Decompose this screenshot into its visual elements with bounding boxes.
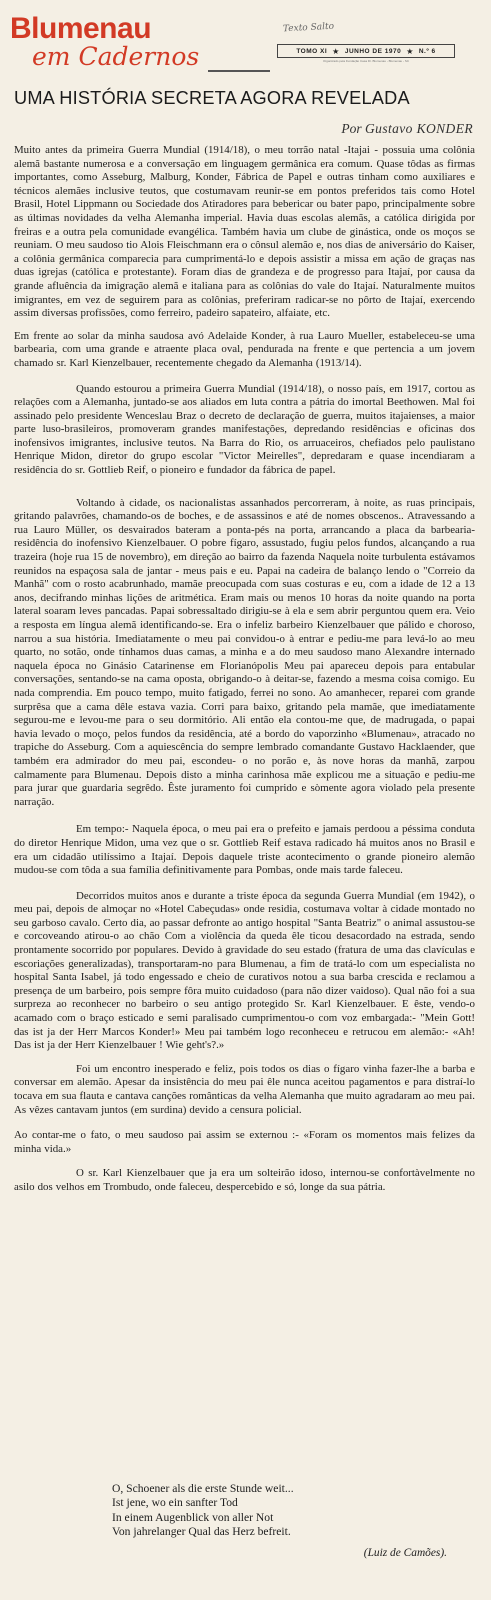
brand-title: Blumenau [10, 12, 152, 45]
poem-line: Von jahrelanger Qual das Herz befreit. [112, 1524, 291, 1538]
paragraph: Muito antes da primeira Guerra Mundial (1914/18), o meu torrão natal -Itajai - possuia uma colônia alemã bastante numerosa e a conversação em linguagem germânica era comum. Quase tôdas as firmas importantes, como Asseburg, Malburg, Konder, Fábrica de Papel e outras tinham como auxiliares e técnicos alemães inclusive teutos, que costumavam reunir-se em pontos preferidos tais como Hotel Brasil, Hotel Lippmann ou Sociedade dos Atiradores para bebericar ou bater papo, principalmente sobre as últimas novidades da velha Alemanha imperial. Havia duas escolas alemãs, a católica dirigida por freiras e a outra pela comunidade evangélica. Também havia um clube de ginástica, onde os moços se reuniam. O meu saudoso tio Alois Fleischmann era o cônsul alemão e, nos dias de aniversário do Kaiser, a colônia germânica comparecia para cumprimentá-lo e depois assistir a missa em ação de graças nas duas igrejas (católica e protestante). Foram dias de grandeza e de progresso para Itajaí, por causa da grande afluência da imigração alemã e italiana para as colônias do vale do Itajaí. Naturalmente muitos imigrantes, em vez de seguirem para as colônias, preferiram radicar-se no pôrto de Itajaí, exercendo assim diversas profissões, como ferreiro, padeiro sapateiro, alfaiate, etc. [14, 144, 475, 320]
article-title: UMA HISTÓRIA SECRETA AGORA REVELADA [14, 88, 410, 108]
byline-prefix: Por [341, 121, 362, 136]
poem-attribution: (Luiz de Camões). [363, 1547, 447, 1559]
masthead [0, 0, 491, 80]
paragraph: Voltando à cidade, os nacionalistas assanhados percorreram, à noite, as ruas principais, gritando palavrões, chamando-os de boches, e de assassinos e até de nomes obscenos.. Atravessando a rua Lauro Müller, os desvairados bateram a ponta-pés na porta, arrancando a placa da barbearia-residência do inofensivo Kienzelbauer. O pobre fígaro, assustado, fugiu pelos fundos, alcançando a rua trazeira (hoje rua 15 de novembro), em direção ao bairro da fazenda Naquela noite turbulenta estávamos reunidos na espaçosa sala de jantar - meus pais e eu. Papai na cadeira de balanço lendo o "Correio da Manhã" com o rosto acabrunhado, mamãe preocupada com suas costuras e eu, com a idade de 12 a 13 anos, decifrando minhas lições de aritmética. Eram mais ou menos 10 horas da noite quando na porta lateral soaram leves pancadas. Papai sobressaltado dirigiu-se à ela e sem abrir perguntou quem era. Veio a resposta em língua alemã identificando-se. Era o infeliz barbeiro Kienzelbauer que pálido e choroso, narrou a sua história. Imediatamente o meu pai convidou-o à entrar e pediu-me para levá-lo ao meu quarto, no sotão, onde tínhamos duas camas, a minha e a do meu saudoso mano Alexandre internado naquela época no Ginásio Catarinense em Florianópolis Meu pai apareceu depois para entabular conversações, sentando-se na cama oposta, obrigando-o à deitar-se, fazendo a mesma coisa comigo. Eu nada comprendia. Em pouco tempo, muito fatigado, ferrei no sono. Ao amanhecer, reparei com grande surprêsa que a cama dêle estava vazia. Corri para baixo, gritando pela mamãe, que imediatamente segurou-me e levou-me para o seu dormitório. Ali então ela contou-me que, de madrugada, o papai havia levado o moço, pelos fundos da residência, até a bordo do vaporzinho «Blumenau», atracado no trapiche do Asseburg. Com a aquiescência do sempre lembrado comandante Gustavo Hacklaender, que também era admirador do meu pai, escondeu- o no porão e, às nove horas da manhã, zarpou calmamente para Blumenau. Depois disto a minha carinhosa mãe explicou me a situação e pediu-me para jurar que guardaria segrêdo. Êste juramento foi cumprido e sòmente agora violado pela presente narração. [14, 496, 475, 808]
byline [341, 121, 473, 137]
poem [112, 1482, 294, 1539]
poem-line: Ist jene, wo ein sanfter Tod [112, 1496, 238, 1510]
issue-number: N.º 6 [418, 47, 436, 55]
paragraph: Ao contar-me o fato, o meu saudoso pai assim se externou :- «Foram os momentos mais felizes da minha vida.» [14, 1129, 475, 1155]
star-icon: ★ [332, 46, 340, 56]
article-body [14, 144, 475, 1195]
poem-line: O, Schoener als die erste Stunde weit... [112, 1482, 294, 1495]
issue-subtitle: Organizado pela Fundação Casa Dr. Blumenau - Blumenau - SC [322, 59, 410, 63]
paragraph: Quando estourou a primeira Guerra Mundial (1914/18), o nosso país, em 1917, cortou as relações com a Alemanha, juntado-se aos aliados em luta contra a pátria do imortal Beethowen. Mal foi assinado pelo presidente Wenceslau Braz o decreto de declaração de guerra, muitos itajaienses, a maior parte luso-brasileiros, promoveram grandes manifestações, depredando residências e oficinas dos inofensivos imigrantes, inclusive teutos. Na Barra do Rio, os arruaceiros, chefiados pelo paulistano Henrique Midon, diretor do grupo escolar "Victor Meirelles", depredaram e quase incendiaram a residência do sr. Gottlieb Reif, o pioneiro e fundador da fábrica de papel. [14, 382, 475, 477]
issue-info-box [277, 44, 455, 58]
paragraph: Decorridos muitos anos e durante a triste época da segunda Guerra Mundial (em 1942), o meu pai, depois de almoçar no «Hotel Cabeçudas» onde residia, costumava voltar à cidade montado no seu garboso cavalo. Certo dia, ao passar defronte ao antigo hospital "Santa Beatriz" o animal assustou-se e corcoveando atirou-o ao chão Com a violência da queda êle ticou desacordado na estrada, sendo prontamente socorrido por populares. Devido à gravidade do seu estado (fratura de uma das clavículas e escoriações generalizadas), transportaram-no para Blumenau, a fim de tratá-lo com um especialista no hospital Santa Isabel, já todo engessado e cheio de curativos notou a sua barba crescida e reclamou a presença de um barbeiro, pois sempre fôra muito cuidadoso (para não dizer vaidoso). Qual não foi a sua surpreza ao reconhecer no barbeiro o seu antigo protegido Sr. Karl Kienzelbauer. E êste, vendo-o acamado com o braço esticado e semi paralisado cumprimentou-o com voz embargada:- "Mein Gott! das ist ja der Herr Marcos Konder!» Meu pai também logo reconheceu e retrucou em alemão:- «Ah! Das ist ja der Herr Kienzelbauer ! Wie geht's?.» [14, 889, 475, 1052]
paragraph: Em frente ao solar da minha saudosa avó Adelaide Konder, à rua Lauro Mueller, estabeleceu-se uma barbearia, com uma grande e atraente placa oval, pendurada na frente e que pertencia a um jovem chamado sr. Karl Kienzelbauer, recentemente chegado da Alemanha (1913/14). [14, 329, 475, 369]
brand-logo [10, 14, 199, 70]
author-name: Gustavo KONDER [365, 121, 473, 136]
paragraph: Em tempo:- Naquela época, o meu pai era o prefeito e jamais perdoou a péssima conduta do diretor Henrique Midon, uma vez que o sr. Gottlieb Reif estava radicado há muitos anos no Brasil e era um cidadão utilíssimo a Itajaí. Depois daquele triste acontecimento o grande pioneiro alemão mudou-se com tôda a sua família definitivamente para Pombas, onde mais tarde faleceu. [14, 823, 475, 877]
star-icon: ★ [406, 46, 414, 56]
divider [208, 70, 270, 72]
paragraph: O sr. Karl Kienzelbauer que ja era um solteirão idoso, internou-se confortàvelmente no asilo dos velhos em Trombudo, onde faleceu, despercebido e só, longe da sua pátria. [14, 1167, 475, 1193]
paragraph: Foi um encontro inesperado e feliz, pois todos os dias o fígaro vinha fazer-lhe a barba e conversar em alemão. Apesar da insistência do meu pai êle nunca aceitou pagamentos e para distraí-lo tocava em sua flauta e cantava canções românticas da velha Alemanha que muito agradaram ao meu pai. As vêzes cantavam juntos (em surdina) devido a censura policial. [14, 1062, 475, 1116]
poem-line: In einem Augenblick von aller Not [112, 1510, 274, 1524]
issue-tomo: TOMO XI [296, 47, 328, 55]
library-stamp: Texto Salto [282, 21, 335, 35]
issue-date: JUNHO DE 1970 [344, 47, 402, 55]
brand-subtitle: em Cadernos [32, 42, 200, 71]
